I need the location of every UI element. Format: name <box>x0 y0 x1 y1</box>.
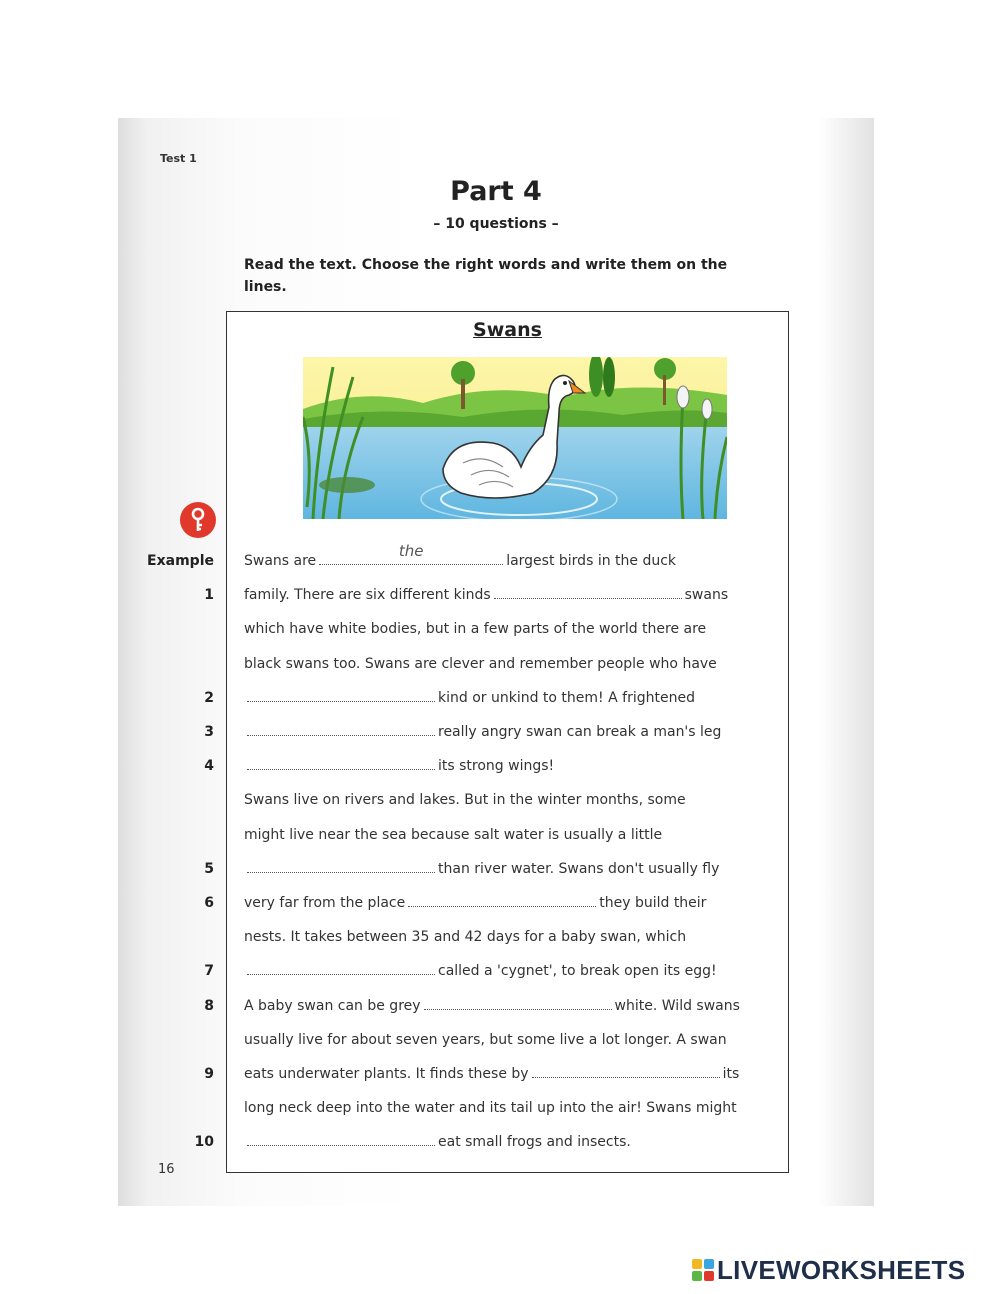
line-text <box>244 954 717 988</box>
answer-blank[interactable] <box>247 860 435 873</box>
line-text <box>244 578 728 612</box>
text-line <box>118 1057 874 1091</box>
text-line <box>118 715 874 749</box>
question-number: 6 <box>204 895 214 911</box>
question-number: 1 <box>204 587 214 604</box>
text-line <box>118 783 874 817</box>
text-before-blank: Swans are <box>244 553 317 569</box>
text-after-blank: swans <box>684 587 729 604</box>
line-text: usually live for about seven years, but some live a lot longer. A swan <box>244 1031 727 1048</box>
story-title: Swans <box>473 319 542 341</box>
text-line <box>118 612 874 646</box>
example-answer: the <box>398 542 424 560</box>
line-text <box>244 749 554 783</box>
text-line <box>118 852 874 886</box>
text-before-blank: very far from the place <box>244 895 406 911</box>
answer-blank[interactable] <box>247 962 435 975</box>
text-line <box>118 1091 874 1125</box>
answer-blank[interactable] <box>247 757 435 770</box>
worksheet-page <box>118 118 874 1206</box>
part-subtitle: – 10 questions – <box>433 216 559 232</box>
answer-blank[interactable] <box>247 1133 435 1146</box>
question-number: 7 <box>204 963 214 980</box>
text-after-blank: its <box>722 1066 740 1082</box>
text-before-blank: A baby swan can be grey <box>244 997 421 1014</box>
line-text <box>244 852 719 886</box>
text-after-blank: its strong wings! <box>438 758 555 775</box>
test-label: Test 1 <box>160 152 197 165</box>
text-line <box>118 749 874 783</box>
text-after-blank: than river water. Swans don't usually fly <box>438 860 720 877</box>
answer-blank[interactable] <box>247 689 435 702</box>
text-after-blank: eat small frogs and insects. <box>438 1134 631 1151</box>
line-text <box>244 544 676 578</box>
text-after-blank: largest birds in the duck <box>506 553 677 569</box>
text-after-blank: white. Wild swans <box>614 997 740 1014</box>
text-line <box>118 989 874 1023</box>
question-number: 4 <box>204 758 214 775</box>
example-label: Example <box>147 553 214 569</box>
brand-text: LIVEWORKSHEETS <box>717 1254 966 1285</box>
line-text <box>244 989 740 1023</box>
answer-blank[interactable] <box>424 997 612 1010</box>
key-icon <box>180 502 216 538</box>
text-before-blank: eats underwater plants. It finds these by <box>244 1066 529 1082</box>
question-number: 9 <box>204 1066 214 1082</box>
line-text <box>244 1125 631 1159</box>
text-line <box>118 886 874 920</box>
line-text: nests. It takes between 35 and 42 days for a baby swan, which <box>244 929 687 946</box>
swan-illustration <box>303 357 727 519</box>
logo-icon <box>692 1259 714 1281</box>
text-after-blank: really angry swan can break a man's leg <box>438 724 722 740</box>
answer-blank[interactable] <box>408 894 596 907</box>
line-text: Swans live on rivers and lakes. But in the winter months, some <box>244 792 686 809</box>
text-line <box>118 647 874 681</box>
part-title: Part 4 <box>450 176 542 207</box>
line-text: which have white bodies, but in a few parts of the world there are <box>244 621 707 638</box>
answer-blank[interactable] <box>494 586 682 599</box>
line-text <box>244 886 706 920</box>
line-text <box>244 681 695 715</box>
question-number: 2 <box>204 689 214 706</box>
example-line <box>118 544 874 578</box>
example-answer-line <box>319 542 503 565</box>
line-text: long neck deep into the water and its tail up into the air! Swans might <box>244 1100 737 1117</box>
liveworksheets-logo <box>692 1256 965 1284</box>
text-line <box>118 954 874 988</box>
text-after-blank: kind or unkind to them! A frightened <box>438 689 695 706</box>
text-line <box>118 818 874 852</box>
answer-blank[interactable] <box>532 1065 720 1078</box>
answer-blank[interactable] <box>247 723 435 736</box>
page-number: 16 <box>158 1162 175 1177</box>
text-line <box>118 1023 874 1057</box>
text-line <box>118 578 874 612</box>
question-number: 3 <box>204 724 214 740</box>
line-text: black swans too. Swans are clever and remember people who have <box>244 655 717 672</box>
line-text <box>244 715 721 749</box>
text-after-blank: they build their <box>599 895 707 911</box>
text-line <box>118 681 874 715</box>
text-line <box>118 1125 874 1159</box>
line-text <box>244 1057 739 1091</box>
text-line <box>118 920 874 954</box>
question-number: 8 <box>204 997 214 1014</box>
text-before-blank: family. There are six different kinds <box>244 587 491 604</box>
line-text: might live near the sea because salt water is usually a little <box>244 826 663 843</box>
text-after-blank: called a 'cygnet', to break open its egg! <box>438 963 717 980</box>
instructions: Read the text. Choose the right words and write them on the lines. <box>244 257 728 295</box>
question-number: 10 <box>194 1134 214 1151</box>
question-number: 5 <box>204 860 214 877</box>
